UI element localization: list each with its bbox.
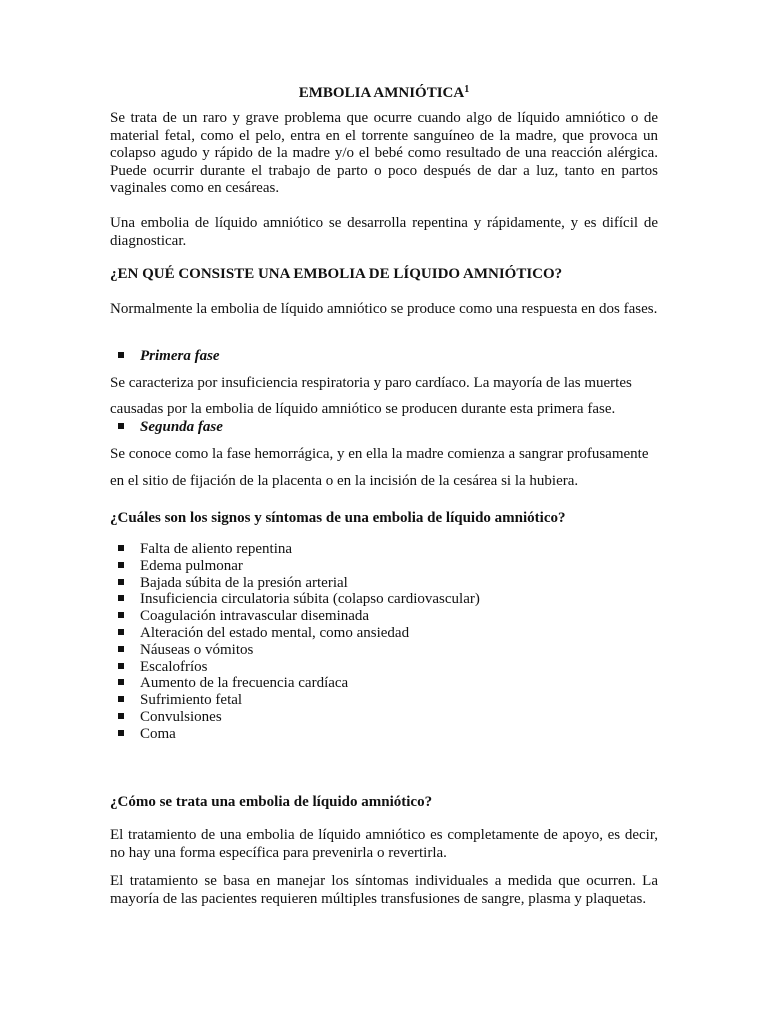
list-item bbox=[118, 659, 480, 676]
document-title bbox=[110, 84, 658, 103]
symptom-text: Bajada súbita de la presión arterial bbox=[140, 574, 348, 591]
square-bullet-icon bbox=[118, 595, 124, 601]
square-bullet-icon bbox=[118, 730, 124, 736]
section-heading-tratamiento: ¿Cómo se trata una embolia de líquido amniótico? bbox=[110, 794, 433, 810]
symptoms-list bbox=[118, 541, 480, 743]
square-bullet-icon bbox=[118, 423, 124, 429]
square-bullet-icon bbox=[118, 713, 124, 719]
list-item bbox=[118, 591, 480, 608]
symptom-text: Falta de aliento repentina bbox=[140, 541, 293, 557]
square-bullet-icon bbox=[118, 352, 124, 358]
list-item bbox=[118, 675, 480, 692]
square-bullet-icon bbox=[118, 696, 124, 702]
list-item bbox=[118, 642, 480, 659]
list-item bbox=[118, 558, 480, 575]
phase1-item bbox=[118, 347, 220, 366]
list-item bbox=[118, 541, 480, 558]
list-item bbox=[118, 625, 480, 642]
list-item bbox=[118, 709, 480, 726]
treatment-paragraph-1: El tratamiento de una embolia de líquido amniótico es completamente de apoyo, es decir, no hay una forma específica para prevenirla o revertirla. bbox=[110, 827, 658, 861]
symptom-text: Insuficiencia circulatoria súbita (colapso cardiovascular) bbox=[140, 591, 480, 608]
symptom-text: Convulsiones bbox=[140, 708, 222, 725]
symptom-text: Alteración del estado mental, como ansiedad bbox=[140, 624, 410, 641]
square-bullet-icon bbox=[118, 646, 124, 652]
symptom-text: Coagulación intravascular diseminada bbox=[140, 608, 370, 625]
phase1-label: Primera fase bbox=[140, 348, 220, 364]
title-text: EMBOLIA AMNIÓTICA bbox=[298, 85, 465, 101]
symptom-text: Sufrimiento fetal bbox=[140, 692, 243, 709]
footnote-marker: 1 bbox=[464, 84, 470, 95]
square-bullet-icon bbox=[118, 679, 124, 685]
square-bullet-icon bbox=[118, 545, 124, 551]
symptom-text: Coma bbox=[140, 725, 176, 742]
section-heading-consiste: ¿EN QUÉ CONSISTE UNA EMBOLIA DE LÍQUIDO AMNIÓTICO? bbox=[110, 266, 563, 282]
intro-paragraph: Se trata de un raro y grave problema que ocurre cuando algo de líquido amniótico o de material fetal, como el pelo, entra en el torrente sanguíneo de la madre, que provoca un colapso agudo y rápido de la madre y/o el bebé como resultado de una reacción alérgica. Puede ocurrir durante el trabajo de parto o poco después de dar a luz, tanto en partos vaginales como en cesáreas. bbox=[110, 110, 658, 196]
symptom-text: Escalofríos bbox=[140, 658, 208, 675]
phase2-item bbox=[118, 418, 223, 437]
symptom-text: Náuseas o vómitos bbox=[140, 641, 254, 658]
phase1-line-2: causadas por la embolia de líquido amniótico se producen durante esta primera fase. bbox=[110, 401, 616, 417]
phase1-line-1: Se caracteriza por insuficiencia respiratoria y paro cardíaco. La mayoría de las muertes bbox=[110, 375, 632, 391]
symptom-text: Edema pulmonar bbox=[140, 557, 243, 574]
square-bullet-icon bbox=[118, 612, 124, 618]
phase2-label: Segunda fase bbox=[140, 419, 223, 435]
list-item bbox=[118, 608, 480, 625]
square-bullet-icon bbox=[118, 663, 124, 669]
square-bullet-icon bbox=[118, 579, 124, 585]
intro-paragraph-2: Una embolia de líquido amniótico se desarrolla repentina y rápidamente, y es difícil de diagnosticar. bbox=[110, 215, 658, 249]
section-heading-sintomas: ¿Cuáles son los signos y síntomas de una embolia de líquido amniótico? bbox=[110, 510, 566, 526]
square-bullet-icon bbox=[118, 629, 124, 635]
list-item bbox=[118, 726, 480, 743]
list-item bbox=[118, 692, 480, 709]
symptom-text: Aumento de la frecuencia cardíaca bbox=[140, 675, 349, 692]
phase2-line-2: en el sitio de fijación de la placenta o en la incisión de la cesárea si la hubiera. bbox=[110, 473, 579, 489]
square-bullet-icon bbox=[118, 562, 124, 568]
phase2-line-1: Se conoce como la fase hemorrágica, y en ella la madre comienza a sangrar profusamente bbox=[110, 446, 649, 462]
treatment-paragraph-2: El tratamiento se basa en manejar los síntomas individuales a medida que ocurren. La mayoría de las pacientes requieren múltiples transfusiones de sangre, plasma y plaquetas. bbox=[110, 873, 658, 907]
list-item bbox=[118, 575, 480, 592]
phases-intro-paragraph: Normalmente la embolia de líquido amniótico se produce como una respuesta en dos fases. bbox=[110, 301, 658, 317]
